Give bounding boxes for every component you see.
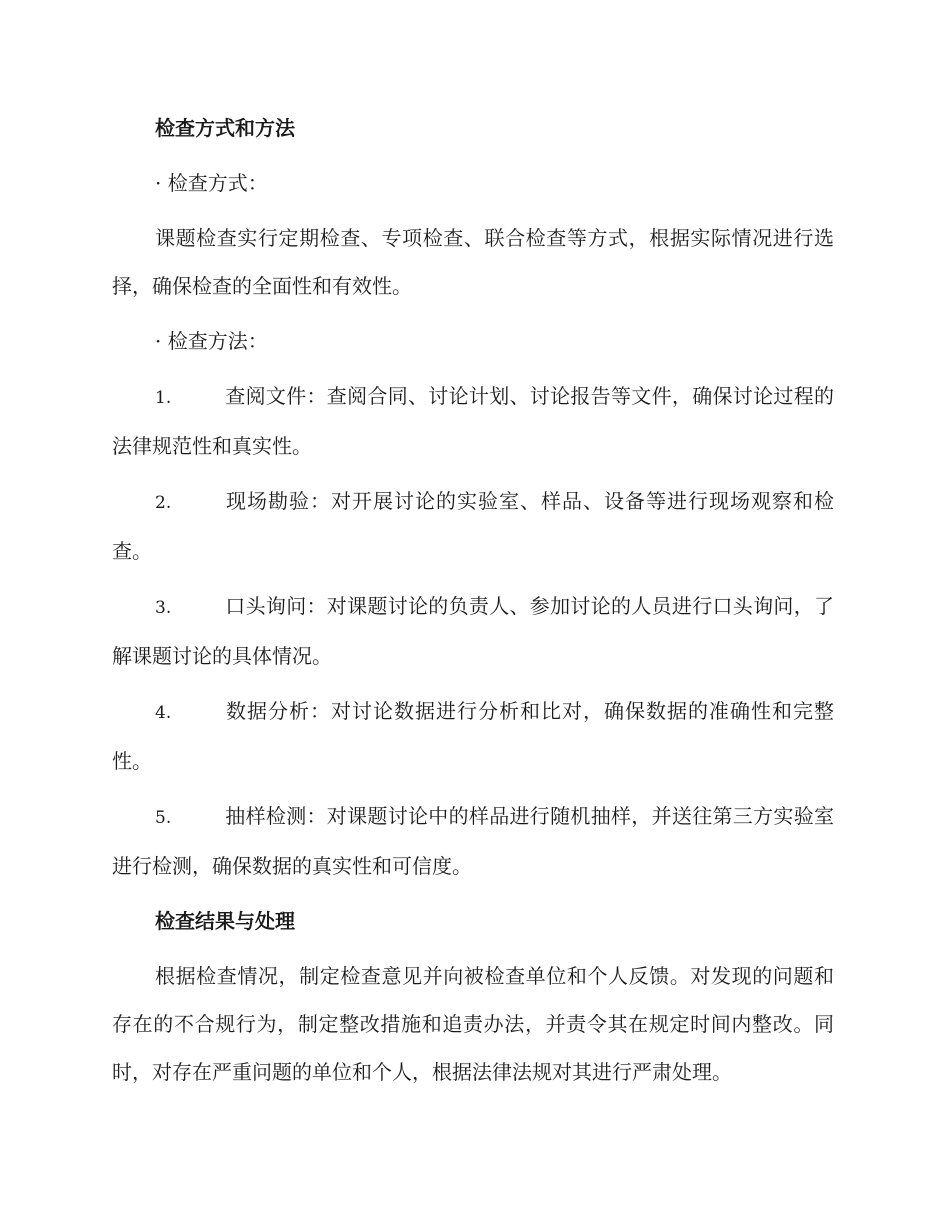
list-item-text: 抽样检测：对课题讨论中的样品进行随机抽样，并送往第三方实验室进行检测，确保数据的真实性和可信度。 — [112, 804, 834, 878]
list-item — [112, 687, 834, 785]
list-item-text: 查阅文件：查阅合同、讨论计划、讨论报告等文件，确保讨论过程的法律规范性和真实性。 — [112, 384, 834, 458]
list-item-number: 4. — [155, 703, 172, 723]
list-item-number: 2. — [155, 493, 172, 513]
list-item — [112, 792, 834, 890]
list-item-text: 现场勘验：对开展讨论的实验室、样品、设备等进行现场观察和检查。 — [112, 489, 834, 563]
list-item-number: 5. — [155, 808, 172, 828]
list-item-number: 3. — [155, 598, 172, 618]
paragraph-results-handling: 根据检查情况，制定检查意见并向被检查单位和个人反馈。对发现的问题和存在的不合规行为，制定整改措施和追责办法，并责令其在规定时间内整改。同时，对存在严重问题的单位和个人，根据法律法规对其进行严肃处理。 — [112, 964, 834, 1084]
list-item-text: 数据分析：对讨论数据进行分析和比对，确保数据的准确性和完整性。 — [112, 699, 834, 773]
list-item-number: 1. — [155, 388, 172, 408]
list-item-text: 口头询问：对课题讨论的负责人、参加讨论的人员进行口头询问，了解课题讨论的具体情况。 — [112, 594, 834, 668]
bullet-inspection-approach: · 检查方法： — [155, 329, 268, 353]
section-heading-results-handling: 检查结果与处理 — [155, 909, 295, 933]
paragraph-inspection-mode: 课题检查实行定期检查、专项检查、联合检查等方式，根据实际情况进行选择，确保检查的全面性和有效性。 — [112, 226, 834, 298]
section-heading-inspection-methods: 检查方式和方法 — [155, 116, 295, 140]
document-body — [112, 104, 834, 1103]
bullet-inspection-mode: · 检查方式： — [155, 171, 268, 195]
list-item — [112, 372, 834, 470]
list-item — [112, 582, 834, 680]
list-item — [112, 477, 834, 575]
